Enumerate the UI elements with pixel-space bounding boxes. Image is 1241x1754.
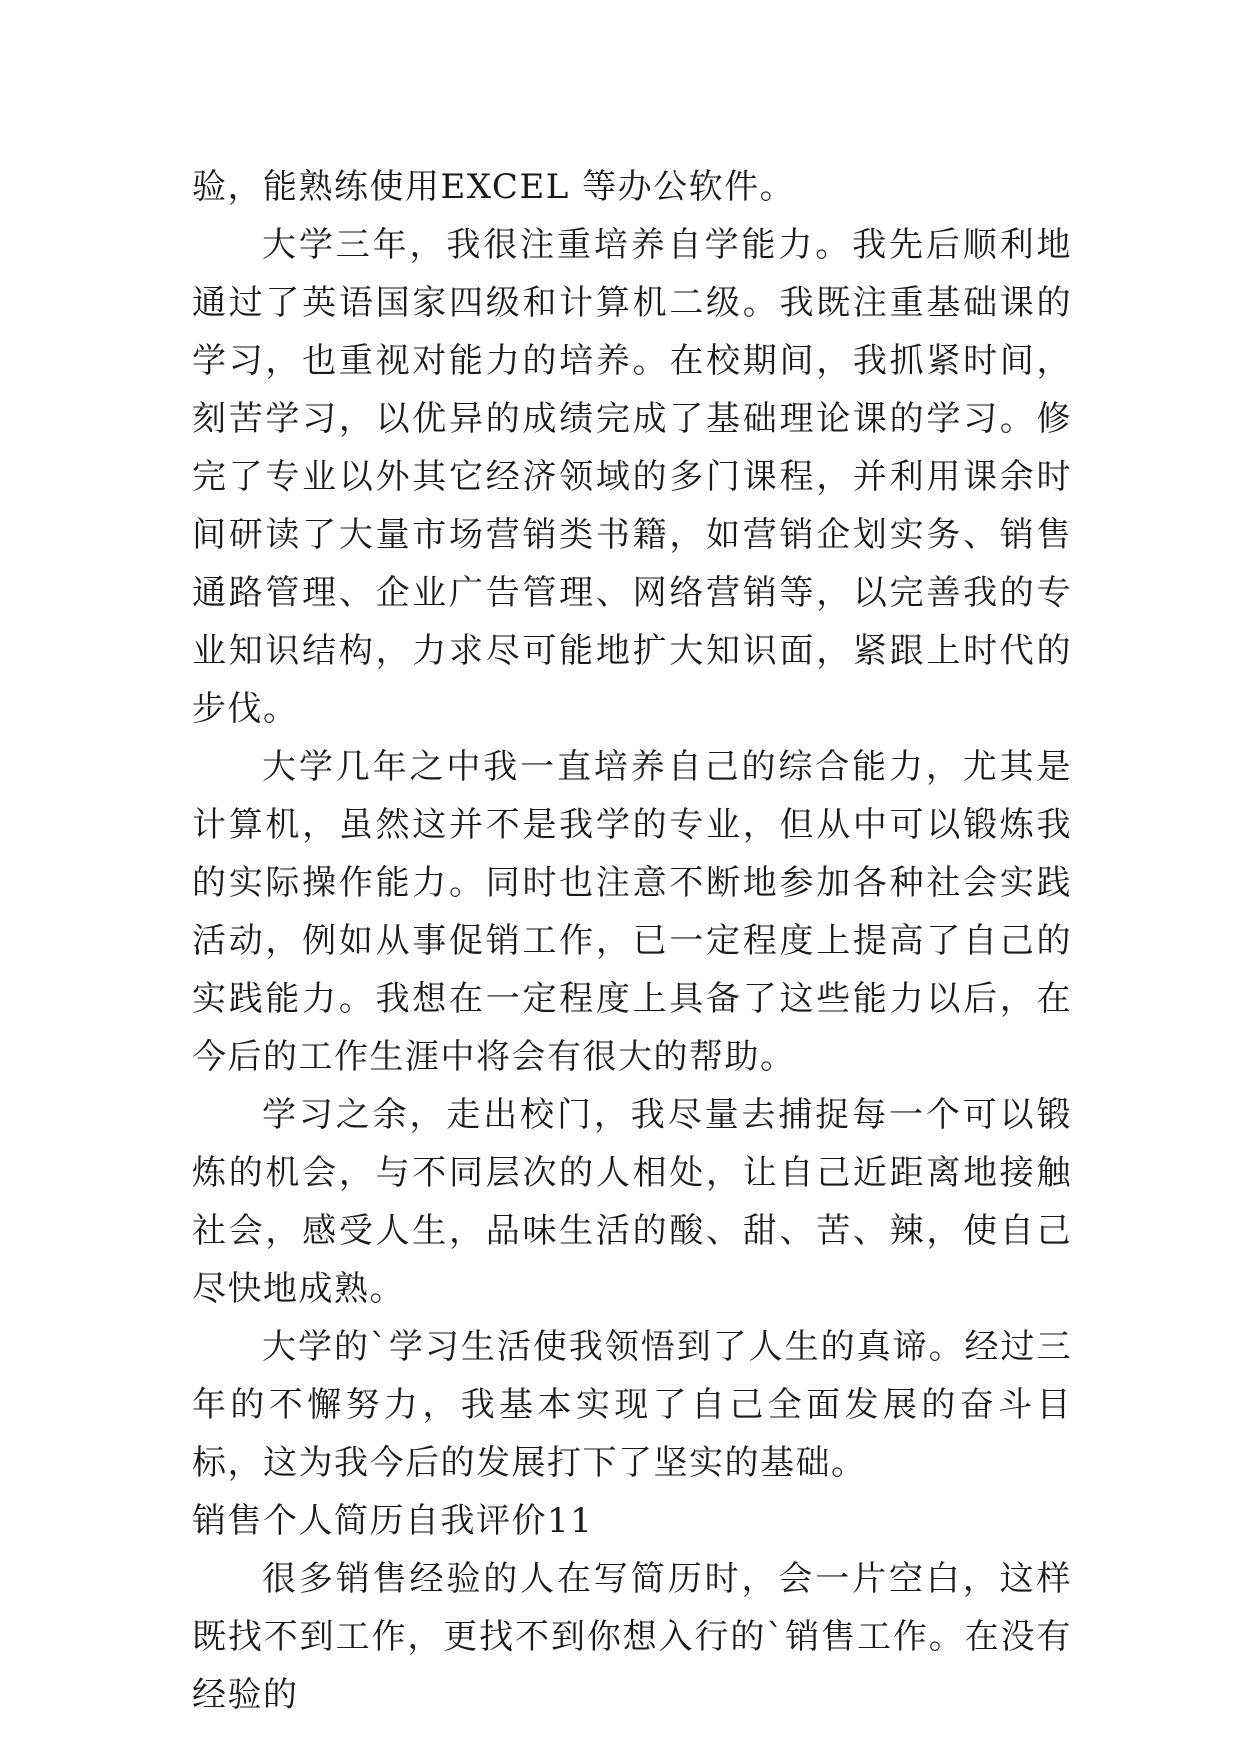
continuation-paragraph: 验，能熟练使用EXCEL 等办公软件。 — [192, 167, 796, 207]
section-heading: 销售个人简历自我评价11 — [192, 1501, 594, 1541]
paragraph-self-study: 大学三年，我很注重培养自学能力。我先后顺利地通过了英语国家四级和计算机二级。我既注重基础课的学习，也重视对能力的培养。在校期间，我抓紧时间，刻苦学习，以优异的成绩完成了基础理论课的学习。修完了专业以外其它经济领域的多门课程，并利用课余时间研读了大量市场营销类书籍，如营销企划实务、销售通路管理、企业广告管理、网络营销等，以完善我的专业知识结构，力求尽可能地扩大知识面，紧跟上时代的步伐。 — [192, 225, 1072, 729]
paragraph-conclusion: 大学的`学习生活使我领悟到了人生的真谛。经过三年的不懈努力，我基本实现了自己全面发展的奋斗目标，这为我今后的发展打下了坚实的基础。 — [192, 1327, 1072, 1483]
paragraph-section-intro: 很多销售经验的人在写简历时，会一片空白，这样既找不到工作，更找不到你想入行的`销售工作。在没有经验的 — [192, 1559, 1072, 1715]
paragraph-comprehensive-ability: 大学几年之中我一直培养自己的综合能力，尤其是计算机，虽然这并不是我学的专业，但从中可以锻炼我的实际操作能力。同时也注意不断地参加各种社会实践活动，例如从事促销工作，已一定程度上提高了自己的实践能力。我想在一定程度上具备了这些能力以后，在今后的工作生涯中将会有很大的帮助。 — [192, 747, 1072, 1077]
paragraph-social-practice: 学习之余，走出校门，我尽量去捕捉每一个可以锻炼的机会，与不同层次的人相处，让自己近距离地接触社会，感受人生，品味生活的酸、甜、苦、辣，使自己尽快地成熟。 — [192, 1095, 1072, 1309]
document-body — [192, 158, 1072, 1724]
